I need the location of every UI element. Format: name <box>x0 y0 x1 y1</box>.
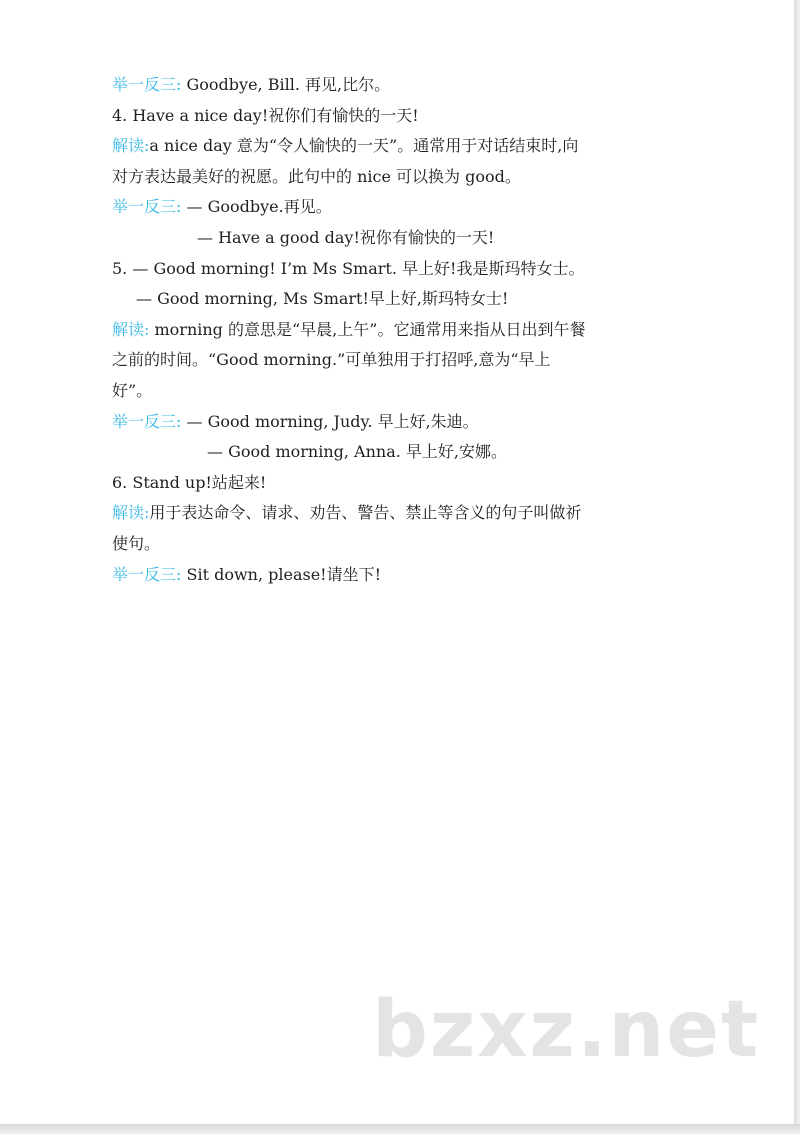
explain-text-continued: 好”。 <box>112 380 153 400</box>
explain-label: 解读: <box>112 503 150 523</box>
practice-label: 举一反三: <box>112 75 182 94</box>
explain-text-continued: 之前的时间。“Good morning.”可单独用于打招呼,意为“早上 <box>112 350 551 370</box>
explain-line <box>112 131 712 162</box>
practice-text: — Goodbye.再见。 <box>181 197 332 217</box>
practice-line <box>112 560 712 591</box>
practice-line <box>112 407 712 438</box>
practice-text: Goodbye, Bill. 再见,比尔。 <box>181 75 391 94</box>
practice-reply-line: — Good morning, Anna. 早上好,安娜。 <box>207 442 508 462</box>
explain-text: a nice day 意为“令人愉快的一天”。通常用于对话结束时,向 <box>149 136 579 156</box>
practice-line <box>112 70 712 101</box>
practice-text: — Good morning, Judy. 早上好,朱迪。 <box>181 411 479 431</box>
practice-line <box>112 192 712 223</box>
practice-label: 举一反三: <box>112 564 182 584</box>
explain-text-continued: 使句。 <box>112 533 161 553</box>
heading-line-5: 5. — Good morning! I’m Ms Smart. 早上好!我是斯玛特女士。 <box>112 258 585 278</box>
dialogue-reply-line: — Good morning, Ms Smart!早上好,斯玛特女士! <box>136 289 509 309</box>
explain-line <box>112 315 712 346</box>
heading-line-4: 4. Have a nice day!祝你们有愉快的一天! <box>112 105 419 125</box>
watermark: bzxz.net <box>372 985 761 1075</box>
page-edge-shadow <box>794 0 800 1134</box>
explain-line <box>112 498 712 529</box>
practice-label: 举一反三: <box>112 411 182 431</box>
practice-label: 举一反三: <box>112 197 182 217</box>
explain-label: 解读: <box>112 319 150 339</box>
explain-text: 用于表达命令、请求、劝告、警告、禁止等含义的句子叫做祈 <box>149 503 582 523</box>
page-content <box>112 70 712 590</box>
practice-reply-line: — Have a good day!祝你有愉快的一天! <box>197 227 495 247</box>
explain-text: morning 的意思是“早晨,上午”。它通常用来指从日出到午餐 <box>149 319 586 339</box>
heading-line-6: 6. Stand up!站起来! <box>112 472 267 492</box>
explain-text-continued: 对方表达最美好的祝愿。此句中的 nice 可以换为 good。 <box>112 166 521 186</box>
explain-label: 解读: <box>112 136 150 156</box>
page-edge-shadow <box>0 1124 800 1134</box>
practice-text: Sit down, please!请坐下! <box>181 564 382 584</box>
